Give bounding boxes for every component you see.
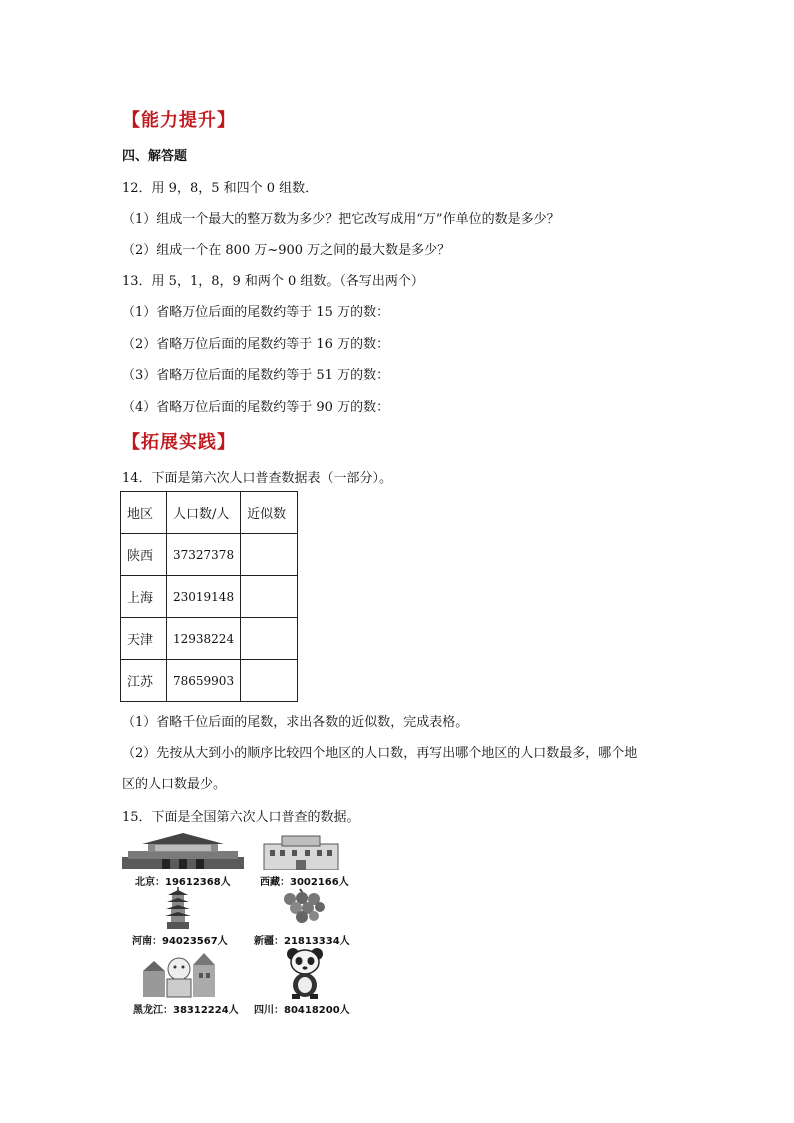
cell-approx[interactable] (241, 618, 298, 660)
table-row (121, 618, 298, 660)
q13-sub2: （2）省略万位后面的尾数约等于 16 万的数： (122, 337, 390, 352)
q14-sub2-line2: 区的人口数最少。 (122, 777, 227, 792)
q12-stem: 12．用 9，8，5 和四个 0 组数． (122, 181, 319, 196)
tiananmen-icon (122, 831, 244, 869)
ice-sculpture-icon (143, 949, 215, 999)
grapes-icon (280, 887, 326, 927)
henan-caption: 河南：94023567人 (132, 936, 228, 947)
table-row (121, 660, 298, 702)
cell-population: 23019148 (167, 576, 241, 618)
cell-approx[interactable] (241, 660, 298, 702)
q15-stem: 15．下面是全国第六次人口普查的数据。 (122, 810, 360, 825)
panda-icon (284, 947, 326, 999)
table-row (121, 576, 298, 618)
heilongjiang-caption: 黑龙江：38312224人 (133, 1005, 239, 1016)
cell-population: 37327378 (167, 534, 241, 576)
cell-region: 陕西 (121, 534, 167, 576)
q13-sub3: （3）省略万位后面的尾数约等于 51 万的数： (122, 368, 390, 383)
q14-sub2-line1: （2）先按从大到小的顺序比较四个地区的人口数，再写出哪个地区的人口数最多，哪个地 (122, 746, 638, 761)
cell-population: 78659903 (167, 660, 241, 702)
cell-approx[interactable] (241, 576, 298, 618)
beijing-caption: 北京：19612368人 (135, 877, 231, 888)
q14-stem: 14．下面是第六次人口普查数据表（一部分）。 (122, 471, 393, 486)
part4-title: 四、解答题 (122, 149, 188, 164)
q12-sub1: （1）组成一个最大的整万数为多少？把它改写成用“万”作单位的数是多少？ (122, 212, 560, 227)
q13-sub4: （4）省略万位后面的尾数约等于 90 万的数： (122, 400, 390, 415)
q14-sub1: （1）省略千位后面的尾数，求出各数的近似数，完成表格。 (122, 715, 469, 730)
sichuan-caption: 四川：80418200人 (254, 1005, 350, 1016)
q13-sub1: （1）省略万位后面的尾数约等于 15 万的数： (122, 305, 390, 320)
section-expand-heading: 【拓展实践】 (122, 432, 236, 453)
cell-region: 江苏 (121, 660, 167, 702)
cell-approx[interactable] (241, 534, 298, 576)
header-approx: 近似数 (241, 492, 298, 534)
header-population: 人口数/人 (167, 492, 241, 534)
cell-region: 上海 (121, 576, 167, 618)
header-region: 地区 (121, 492, 167, 534)
q12-sub2: （2）组成一个在 800 万~900 万之间的最大数是多少？ (122, 243, 451, 258)
q13-stem: 13．用 5，1，8，9 和两个 0 组数。（各写出两个） (122, 274, 424, 289)
table-row (121, 534, 298, 576)
potala-palace-icon (262, 834, 340, 870)
cell-population: 12938224 (167, 618, 241, 660)
population-table (120, 491, 298, 702)
section-ability-heading: 【能力提升】 (122, 110, 236, 131)
pagoda-icon (164, 887, 192, 929)
tibet-caption: 西藏：3002166人 (260, 877, 349, 888)
xinjiang-caption: 新疆：21813334人 (254, 936, 350, 947)
table-header-row (121, 492, 298, 534)
cell-region: 天津 (121, 618, 167, 660)
